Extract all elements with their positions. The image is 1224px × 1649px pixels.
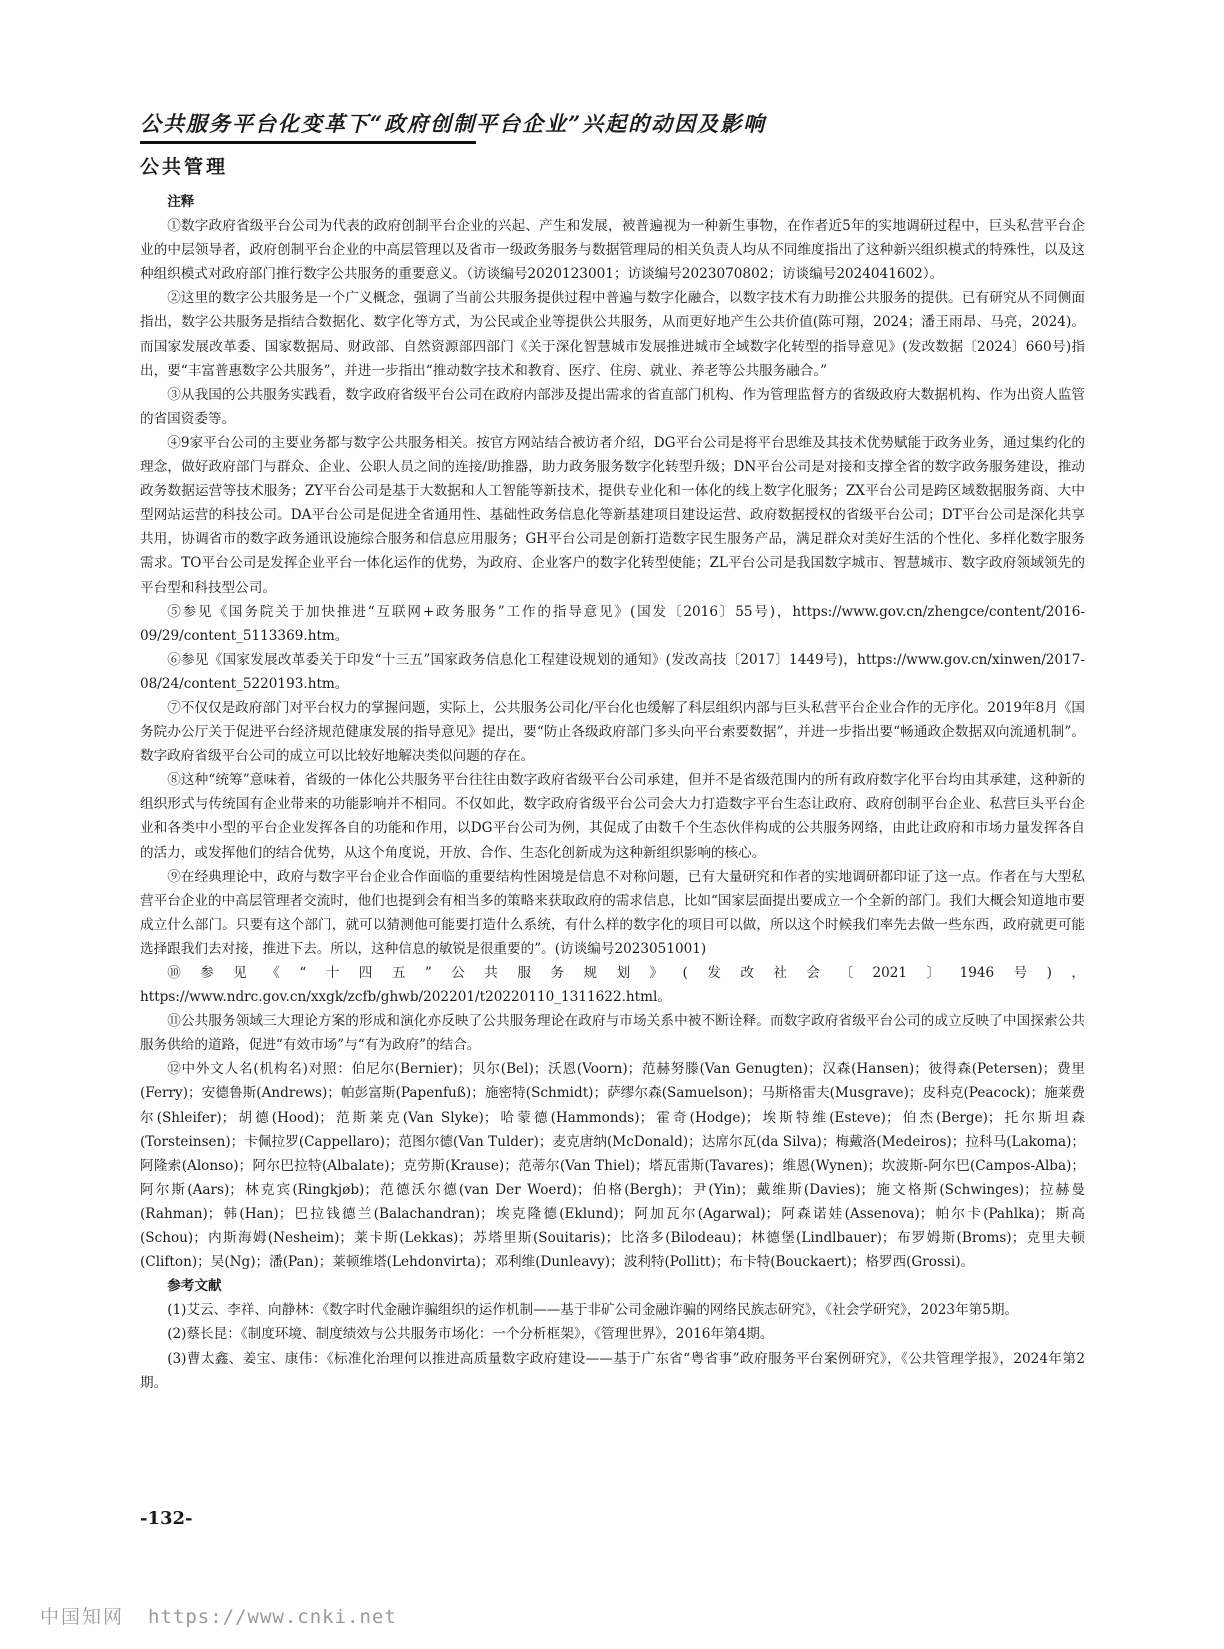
page-number: -132- — [140, 1508, 193, 1529]
note-3: ③从我国的公共服务实践看，数字政府省级平台公司在政府内部涉及提出需求的省直部门机构、作为管理监督方的省级政府大数据机构、作为出资人监管的省国资委等。 — [140, 386, 1085, 427]
note-12: ⑫中外文人名(机构名)对照：伯尼尔(Bernier)；贝尔(Bel)；沃恩(Voorn)；范赫努滕(Van Genugten)；汉森(Hansen)；彼得森(Petersen)；费里(Ferry)；安德鲁斯(Andrews)；帕彭富斯(Papenfuß)；施密特(Schmidt)；萨缪尔森(Samuelson)；马斯格雷夫(Musgrave)；皮科克(Peacock)；施莱费尔(Shleifer)；胡德(Hood)；范斯莱克(Van Slyke)；哈蒙德(Hammonds)；霍奇(Hodge)；埃斯特维(Esteve)；伯杰(Berge)；托尔斯坦森(Torsteinsen)；卡佩拉罗(Cappellaro)；范图尔德(Van Tulder)；麦克唐纳(McDonald)；达席尔瓦(da Silva)；梅戴洛(Medeiros)；拉科马(Lakoma)；阿隆索(Alonso)；阿尔巴拉特(Albalate)；克劳斯(Krause)；范蒂尔(Van Thiel)；塔瓦雷斯(Tavares)；维恩(Wynen)；坎波斯-阿尔巴(Campos-Alba)；阿尔斯(Aars)；林克宾(Ringkjøb)；范德沃尔德(van Der Woerd)；伯格(Bergh)；尹(Yin)；戴维斯(Davies)；施文格斯(Schwinges)；拉赫曼(Rahman)；韩(Han)；巴拉钱德兰(Balachandran)；埃克隆德(Eklund)；阿加瓦尔(Agarwal)；阿森诺娃(Assenova)；帕尔卡(Pahlka)；斯高(Schou)；内斯海姆(Nesheim)；莱卡斯(Lekkas)；苏塔里斯(Souitaris)；比洛多(Bilodeau)；林德堡(Lindlbauer)；布罗姆斯(Broms)；克里夫顿(Clifton)；吴(Ng)；潘(Pan)；莱顿维塔(Lehdonvirta)；邓利维(Dunleavy)；波利特(Pollitt)；布卡特(Bouckaert)；格罗西(Grossi)。 — [140, 1061, 1085, 1271]
cnki-url: https://www.cnki.net — [148, 1606, 397, 1628]
note-11: ⑪公共服务领域三大理论方案的形成和演化亦反映了公共服务理论在政府与市场关系中被不断诠释。而数字政府省级平台公司的成立反映了中国探索公共服务供给的道路，促进“有效市场”与“有为政府”的结合。 — [140, 1013, 1085, 1054]
note-9: ⑨在经典理论中，政府与数字平台企业合作面临的重要结构性困境是信息不对称问题，已有大量研究和作者的实地调研都印证了这一点。作者在与大型私营平台企业的中高层管理者交流时，他们也提到会有相当多的策略来获取政府的需求信息，比如“国家层面提出要成立一个全新的部门。我们大概会知道地市要成立什么部门。只要有这个部门，就可以猜测他可能要打造什么系统，有什么样的数字化的项目可以做，所以这个时候我们率先去做一些东西，政府就更可能选择跟我们去对接，推进下去。所以，这种信息的敏锐是很重要的”。(访谈编号2023051001) — [140, 868, 1085, 957]
references-heading: 参考文献 — [167, 1278, 222, 1295]
running-title: 公共服务平台化变革下“政府创制平台企业”兴起的动因及影响 — [140, 111, 767, 136]
note-7: ⑦不仅仅是政府部门对平台权力的掌握问题，实际上，公共服务公司化/平台化也缓解了科层组织内部与巨头私营平台企业合作的无序化。2019年8月《国务院办公厅关于促进平台经济规范健康发展的指导意见》提出，要“防止各级政府部门多头向平台索要数据”，并进一步指出要“畅通政企数据双向流通机制”。数字政府省级平台公司的成立可以比较好地解决类似问题的存在。 — [140, 699, 1086, 765]
reference-2: (2)蔡长昆：《制度环境、制度绩效与公共服务市场化：一个分析框架》，《管理世界》，2016年第4期。 — [167, 1326, 774, 1343]
notes-heading: 注释 — [167, 194, 195, 210]
note-5: ⑤参见《国务院关于加快推进“互联网+政务服务”工作的指导意见》(国发〔2016〕55号)，https://www.gov.cn/zhengce/content/2016-09/29/content_5113369.htm。 — [140, 603, 1085, 644]
note-10: ⑩参见《“十四五”公共服务规划》(发改社会〔2021〕1946号)，https://www.ndrc.gov.cn/xxgk/zcfb/ghwb/202201/t20220110_1311622.html。 — [140, 965, 1085, 1006]
section-name: 公共管理 — [140, 156, 229, 178]
reference-3: (3)曹太鑫、姜宝、康伟：《标准化治理何以推进高质量数字政府建设——基于广东省“粤省事”政府服务平台案例研究》，《公共管理学报》，2024年第2期。 — [140, 1350, 1085, 1391]
page-body — [140, 190, 1085, 1395]
note-8: ⑧这种“统筹”意味着，省级的一体化公共服务平台往往由数字政府省级平台公司承建，但并不是省级范围内的所有政府数字化平台均由其承建，这种新的组织形式与传统国有企业带来的功能影响并不相同。不仅如此，数字政府省级平台公司会大力打造数字平台生态让政府、政府创制平台企业、私营巨头平台企业和各类中小型的平台企业发挥各自的功能和作用，以DG平台公司为例，其促成了由数千个生态伙伴构成的公共服务网络，由此让政府和市场力量发挥各自的活力，或发挥他们的结合优势，从这个角度说，开放、合作、生态化创新成为这种新组织影响的核心。 — [140, 772, 1085, 861]
note-4: ④9家平台公司的主要业务都与数字公共服务相关。按官方网站结合被访者介绍，DG平台公司是将平台思维及其技术优势赋能于政务业务，通过集约化的理念，做好政府部门与群众、企业、公职人员之间的连接/助推器，助力政务服务数字化转型升级；DN平台公司是对接和支撑全省的数字政务服务建设，推动政务数据运营等技术服务；ZY平台公司是基于大数据和人工智能等新技术，提供专业化和一体化的线上数字化服务；ZX平台公司是跨区域数据服务商、大中型网站运营的科技公司。DA平台公司是促进全省通用性、基础性政务信息化等新基建项目建设运营、政府数据授权的省级平台公司；DT平台公司是深化共享共用，协调省市的数字政务通讯设施综合服务和信息应用服务；GH平台公司是创新打造数字民生服务产品，满足群众对美好生活的个性化、多样化数字服务需求。TO平台公司是发挥企业平台一体化运作的优势，为政府、企业客户的数字化转型使能；ZL平台公司是我国数字城市、智慧城市、数字政府领域领先的平台型和科技型公司。 — [140, 434, 1085, 596]
watermark-footer — [40, 1602, 397, 1629]
note-6: ⑥参见《国家发展改革委关于印发“十三五”国家政务信息化工程建设规划的通知》(发改高技〔2017〕1449号)，https://www.gov.cn/xinwen/2017-08/24/content_5220193.htm。 — [140, 651, 1085, 692]
note-2: ②这里的数字公共服务是一个广义概念，强调了当前公共服务提供过程中普遍与数字化融合，以数字技术有力助推公共服务的提供。已有研究从不同侧面指出，数字公共服务是指结合数据化、数字化等方式，为公民或企业等提供公共服务，从而更好地产生公共价值(陈可翔，2024；潘王雨昂、马亮，2024)。而国家发展改革委、国家数据局、财政部、自然资源部四部门《关于深化智慧城市发展推进城市全域数字化转型的指导意见》(发改数据〔2024〕660号)指出，要“丰富普惠数字公共服务”，并进一步指出“推动数字技术和教育、医疗、住房、就业、养老等公共服务融合。” — [140, 290, 1085, 379]
reference-1: (1)艾云、李祥、向静林：《数字时代金融诈骗组织的运作机制——基于非矿公司金融诈骗的网络民族志研究》，《社会学研究》，2023年第5期。 — [167, 1302, 1019, 1319]
title-underline — [140, 141, 476, 144]
cnki-brand: 中国知网 — [40, 1606, 125, 1628]
note-1: ①数字政府省级平台公司为代表的政府创制平台企业的兴起、产生和发展，被普遍视为一种新生事物，在作者近5年的实地调研过程中，巨头私营平台企业的中层领导者，政府创制平台企业的中高层管理以及省市一级政务服务与数据管理局的相关负责人均从不同维度指出了这种新兴组织模式的特殊性，以及这种组织模式对政府部门推行数字公共服务的重要意义。（访谈编号2020123001；访谈编号2023070802；访谈编号2024041602）。 — [140, 218, 1085, 283]
